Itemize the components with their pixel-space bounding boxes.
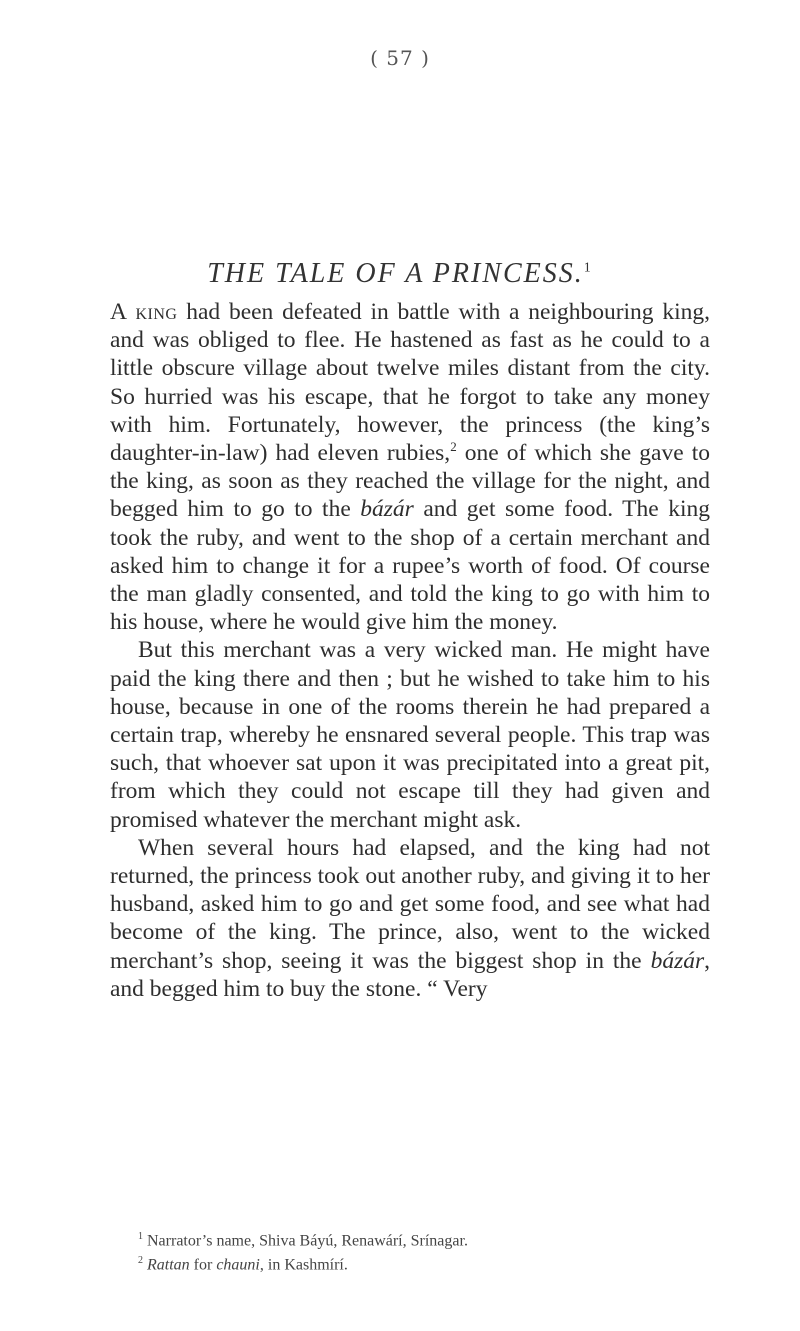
footnote-number: 1 — [138, 1231, 143, 1242]
footnote-number: 2 — [138, 1255, 143, 1267]
chapter-title-text: THE TALE OF A PRINCESS. — [207, 258, 584, 289]
footnote-ref: 2 — [450, 439, 457, 455]
italic-term: bázár — [360, 496, 414, 523]
paragraph — [110, 834, 710, 1003]
page-number: ( 57 ) — [370, 46, 430, 70]
footnote — [110, 1251, 710, 1275]
text-run: one of which she gave to the king, as soon as they reached the village for the night, and begged him to go to the — [110, 440, 710, 523]
footnote — [110, 1227, 710, 1251]
text-run: had been defeated in battle with a neighbouring king, and was obliged to flee. He hastened as fast as he could to a little obscure village about twelve miles distant from the city. So hurried was his escape, that he forgot to take any money with him. Fortunately, however, the princess (the king’s daughter-in-law) had eleven rubies, — [110, 299, 710, 467]
text-run: But this merchant was a very wicked man. He might have paid the king there and then ; but he wished to take him to his house, because in one of the rooms therein he had prepared a certain trap, whereby he ensnared several people. This trap was such, that whoever sat upon it was precipitated into a great pit, from which they could not escape till they had given and promised whatever the merchant might ask. — [110, 637, 710, 833]
paragraph — [110, 636, 710, 833]
text-run: and get some food. The king took the ruby, and went to the shop of a certain merchant and asked him to change it for a rupee’s worth of food. Of course the man gladly consented, and told the king to go with him to his house, where he would give him the money. — [110, 496, 710, 636]
text-run: for — [189, 1256, 217, 1274]
text-run: When several hours had elapsed, and the king had not returned, the princess took out another ruby, and giving it to her husband, asked him to go and get some food, and see what had become of the king. The prince, also, went to the wicked merchant’s shop, seeing it was the biggest shop in the — [110, 834, 710, 974]
italic-term: chauni — [216, 1256, 260, 1274]
text-run: Narrator’s name, Shiva Báyú, Renawárí, Srínagar. — [147, 1232, 468, 1250]
text-run: , in Kashmírí. — [259, 1256, 348, 1274]
paragraph — [110, 298, 710, 636]
italic-term: Rattan — [147, 1256, 190, 1274]
opening-words: A king — [110, 299, 178, 325]
story-body — [110, 298, 710, 1003]
chapter-title — [0, 258, 800, 290]
footnotes — [110, 1227, 710, 1276]
title-footnote-ref: 1 — [583, 260, 593, 276]
text-run: , and begged him to buy the stone. “ Very — [110, 947, 710, 1002]
italic-term: bázár — [650, 947, 705, 974]
